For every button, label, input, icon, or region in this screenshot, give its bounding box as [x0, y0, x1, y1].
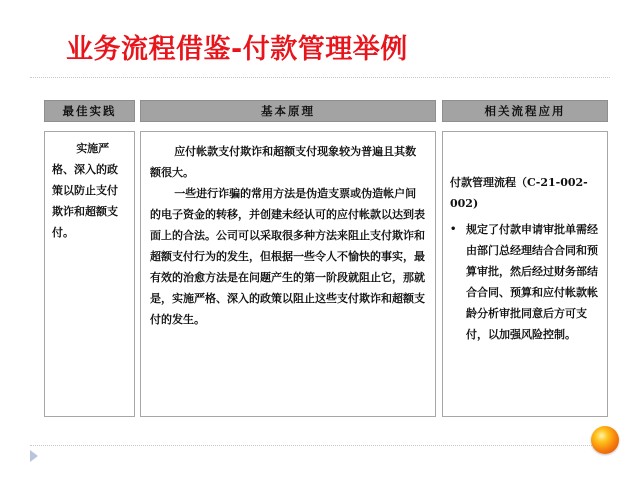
slide-title: 业务流程借鉴-付款管理举例	[66, 34, 408, 65]
next-slide-arrow-icon[interactable]	[30, 450, 38, 462]
application-process-name: 付款管理流程（C-21-002-002)	[450, 176, 588, 210]
orange-orb-icon	[591, 426, 619, 454]
bullet-icon: •	[450, 224, 457, 235]
best-practice-box	[44, 131, 135, 417]
principle-box	[140, 131, 436, 417]
principle-paragraph-1: 应付帐款支付欺诈和超额支付现象较为普遍且其数额很大。	[150, 145, 417, 179]
application-bullet-text: 规定了付款申请审批单需经由部门总经理结合合同和预算审批，然后经过财务部结合合同、预算和应付帐款帐龄分析审批同意后方可支付，以加强风险控制。	[466, 223, 598, 341]
application-bullet-item	[450, 219, 601, 345]
best-practice-text: 实施严格、深入的政策以防止支付欺诈和超额支付。	[52, 142, 118, 239]
header-best-practice: 最佳实践	[44, 100, 135, 122]
bottom-divider	[30, 445, 610, 446]
header-application: 相关流程应用	[442, 100, 608, 122]
header-principle: 基本原理	[140, 100, 436, 122]
application-box	[442, 131, 608, 417]
top-divider	[30, 77, 610, 78]
principle-paragraph-2: 一些进行诈骗的常用方法是伪造支票或伪造帐户间的电子资金的转移，并创建未经认可的应付帐款以达到表面上的合法。公司可以采取很多种方法来阻止支付欺诈和超额支付行为的发生，但根据一些令人不愉快的事实，最有效的治愈方法是在问题产生的第一阶段就阻止它，那就是，实施严格、深入的政策以阻止这些支付欺诈和超额支付的发生。	[150, 187, 425, 326]
